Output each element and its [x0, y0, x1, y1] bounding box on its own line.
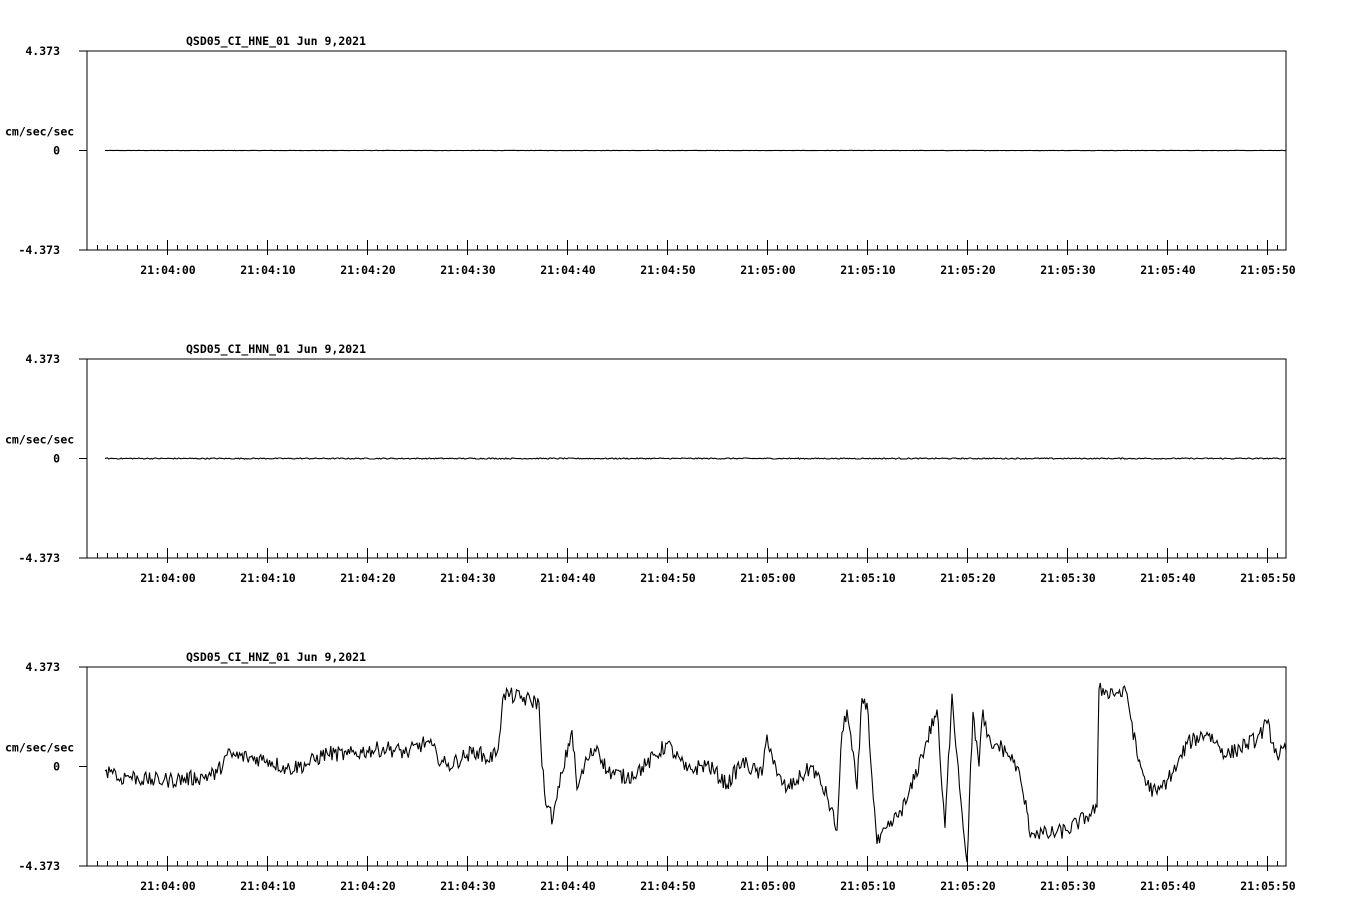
x-tick-label: 21:04:00 [140, 571, 196, 585]
x-tick-label: 21:04:30 [440, 879, 496, 893]
y-tick-label-bottom: -4.373 [18, 551, 60, 565]
x-tick-label: 21:05:30 [1040, 571, 1096, 585]
x-tick-label: 21:04:10 [240, 879, 296, 893]
x-tick-label: 21:04:20 [340, 263, 396, 277]
y-tick-label-bottom: -4.373 [18, 859, 60, 873]
x-tick-label: 21:04:00 [140, 263, 196, 277]
waveform-trace-3 [105, 683, 1286, 862]
x-tick-label: 21:05:50 [1240, 263, 1296, 277]
y-tick-label-zero: 0 [53, 759, 60, 774]
x-tick-label: 21:04:10 [240, 263, 296, 277]
x-tick-label: 21:04:00 [140, 879, 196, 893]
x-tick-label: 21:04:40 [540, 879, 596, 893]
panel-3 [5, 650, 1296, 893]
panel-title: QSD05_CI_HNN_01 Jun 9,2021 [186, 342, 367, 356]
y-tick-label-bottom: -4.373 [18, 243, 60, 257]
x-tick-label: 21:04:20 [340, 571, 396, 585]
y-tick-label-zero: 0 [53, 451, 60, 466]
y-tick-label-top: 4.373 [25, 352, 60, 366]
x-tick-label: 21:05:40 [1140, 879, 1196, 893]
x-tick-label: 21:05:20 [940, 879, 996, 893]
panel-title: QSD05_CI_HNE_01 Jun 9,2021 [186, 34, 367, 48]
x-tick-label: 21:05:50 [1240, 879, 1296, 893]
x-tick-label: 21:04:20 [340, 879, 396, 893]
x-tick-label: 21:05:10 [840, 263, 896, 277]
x-tick-label: 21:05:40 [1140, 263, 1196, 277]
x-tick-label: 21:04:30 [440, 263, 496, 277]
y-axis-label: cm/sec/sec [5, 432, 75, 447]
x-tick-label: 21:04:50 [640, 571, 696, 585]
panel-2 [5, 342, 1296, 585]
x-tick-label: 21:05:20 [940, 571, 996, 585]
panel-1 [5, 34, 1296, 277]
y-axis-label: cm/sec/sec [5, 740, 75, 755]
waveform-trace-2 [105, 458, 1286, 459]
x-tick-label: 21:05:30 [1040, 263, 1096, 277]
x-tick-label: 21:05:00 [740, 571, 796, 585]
x-tick-label: 21:04:30 [440, 571, 496, 585]
x-tick-label: 21:05:50 [1240, 571, 1296, 585]
y-axis-label: cm/sec/sec [5, 124, 75, 139]
panel-title: QSD05_CI_HNZ_01 Jun 9,2021 [186, 650, 367, 664]
x-tick-label: 21:05:30 [1040, 879, 1096, 893]
y-tick-label-top: 4.373 [25, 660, 60, 674]
x-tick-label: 21:05:20 [940, 263, 996, 277]
x-tick-label: 21:05:40 [1140, 571, 1196, 585]
y-tick-label-top: 4.373 [25, 44, 60, 58]
x-tick-label: 21:05:10 [840, 571, 896, 585]
x-tick-label: 21:04:50 [640, 263, 696, 277]
x-tick-label: 21:04:40 [540, 263, 596, 277]
x-tick-label: 21:04:50 [640, 879, 696, 893]
x-tick-label: 21:04:40 [540, 571, 596, 585]
x-tick-label: 21:04:10 [240, 571, 296, 585]
x-tick-label: 21:05:00 [740, 879, 796, 893]
x-tick-label: 21:05:00 [740, 263, 796, 277]
x-tick-label: 21:05:10 [840, 879, 896, 893]
y-tick-label-zero: 0 [53, 143, 60, 158]
